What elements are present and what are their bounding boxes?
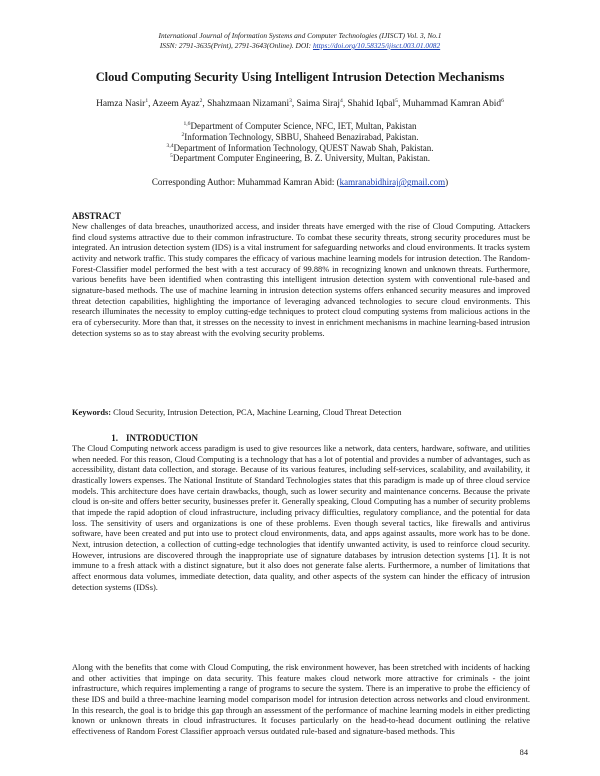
keywords xyxy=(72,408,530,417)
issn-text: ISSN: 2791-3635(Print), 2791-3643(Online). DOI: xyxy=(159,41,313,50)
issn-doi-line xyxy=(0,41,600,51)
corresponding-author xyxy=(0,177,600,187)
author-name: Shahzmaan Nizamani xyxy=(207,99,290,109)
author-sup: 6 xyxy=(501,97,504,104)
paper-title: Cloud Computing Security Using Intelligent Intrusion Detection Mechanisms xyxy=(95,70,505,84)
author-name: Azeem Ayaz xyxy=(152,99,200,109)
corresponding-email-link[interactable]: kamranabidhiraj@gmail.com xyxy=(339,177,446,187)
author-sup: 5 xyxy=(395,97,398,104)
affiliation-list xyxy=(0,121,600,164)
author-name: Shahid Iqbal xyxy=(347,99,396,109)
author-name: Saima Siraj xyxy=(296,99,341,109)
keywords-text: Cloud Security, Intrusion Detection, PCA, Machine Learning, Cloud Threat Detection xyxy=(111,408,402,417)
section-heading-introduction xyxy=(72,433,530,443)
author-name: Muhammad Kamran Abid xyxy=(402,99,502,109)
abstract-text: New challenges of data breaches, unauthorized access, and insider threats have emerged with the rise of Cloud Computing. Attackers find cloud systems attractive due to their common infrastructure. To combat these security threats, strong security procedures must be integrated. An intrusion detection system (IDS) is a vital instrument for safeguarding networks and cloud environments. It tracks system activity and network traffic. This study compares the efficacy of various machine learning models for intrusion detection. The Random-Forest-Classifier model performed the best with a test accuracy of 99.88% in recognizing known and unknown threats. Furthermore, various benefits have been identified when contrasting this intelligent intrusion detection system with conventional rule-based and signature-based methods. The use of machine learning in intrusion detection systems offers enhanced security measures and improved threat detection capabilities, highlighting the importance of leveraging advanced technologies to secure cloud environments. This research illuminates the necessity to employ cutting-edge techniques to protect cloud computing systems from malicious actions in the era of cybersecurity. More than that, it stresses on the necessity to invest in enrichment mechanisms in machine learning-based intrusion detection systems so as to stay abreast with the evolving security problems. xyxy=(72,222,530,338)
section-title: INTRODUCTION xyxy=(126,433,199,443)
corresponding-prefix: Corresponding Author: Muhammad Kamran Abid: ( xyxy=(151,177,340,187)
journal-header xyxy=(0,31,600,51)
affiliation xyxy=(0,153,600,164)
section-number: 1. xyxy=(111,433,118,443)
author-list: Hamza Nasir$^1$, Azeem Ayaz$^2$, Shahzmaan Nizamani$^3$, Saima Siraj$^4$, Shahid Iqbal$^5$, Muhammad Kamran Abid$^6$ xyxy=(96,97,504,109)
introduction-paragraph-1: The Cloud Computing network access paradigm is used to give resources like a network, data centers, hardware, software, and utilities when needed. For this reason, Cloud Computing is a technology that has a lot of potential and provides a number of advantages, such as accessibility, distant data collection, and storage. Because of its various features, including self-services, scalability, and availability, it drastically lowers expenses. The National Institute of Standard Technologies states that this paradigm is made up of three cloud service models. This architecture does have certain drawbacks, though, such as lower security and maintenance concerns. Because the private cloud is on-site and offers better security, businesses prefer it. Generally speaking, Cloud Computing has a number of security problems that impede the rapid adoption of cloud infrastructure, including privacy difficulties, regulatory compliance, and the potential for data loss. The sensitivity of users and organizations is one of these problems. Even though several tactics, like firewalls and antivirus software, have been created and put into use to protect cloud environments, data, and apps against assaults, more work has to be done. Next, intrusion detection, a collection of cutting-edge technologies that identify unwanted activity, is used to reinforce cloud security. However, intrusions are discovered through the inappropriate use of signature databases by intrusion detection systems [1]. It is not immune to a fresh attack with a distinct signature, but it also does not generate false alerts. Furthermore, a number of limitations that affect enormous data volumes, immediate detection, data quality, and other aspects of the system can hinder the efficacy of intrusion detection systems (IDSs). xyxy=(72,444,530,592)
affiliation xyxy=(0,132,600,143)
affiliation-text: Department of Computer Science, NFC, IET, Multan, Pakistan xyxy=(190,121,417,131)
affiliation-sup: 2 xyxy=(181,131,185,138)
journal-title-line: International Journal of Information Systems and Computer Technologies (IJISCT) Vol. 3, No.1 xyxy=(158,31,442,40)
affiliation-sup: 3,4 xyxy=(166,142,174,149)
affiliation-text: Department of Information Technology, QUEST Nawab Shah, Pakistan. xyxy=(173,142,434,153)
introduction-paragraph-2: Along with the benefits that come with Cloud Computing, the risk environment however, has been stretched with incidents of hacking and other activities that impinge on data security. This feature makes cloud network more attractive for criminals - the joint infrastructure, which requires implementing a range of programs to secure the system. There is an imperative to probe the efficiency of these IDS and build a three-machine learning model comparison model for intrusion detection across networks and cloud environment. In this research, the goal is to bridge this gap through an assessment of the performance of machine learning models in either predicting known or unknown threats in cloud infrastructures. It focuses particularly on the head-to-head document outlining the relative effectiveness of Random Forest Classifier approach versus outdated rule-based and signature-based methods. This xyxy=(72,663,530,736)
author-sup: 4 xyxy=(340,97,343,104)
corresponding-suffix: ) xyxy=(445,177,449,187)
author-sup: 3 xyxy=(289,97,292,104)
affiliation xyxy=(0,121,600,132)
page-number: 84 xyxy=(519,748,528,757)
affiliation-text: Department Computer Engineering, B. Z. University, Multan, Pakistan. xyxy=(172,153,430,164)
affiliation-sup: 1,6 xyxy=(183,121,191,127)
affiliation xyxy=(0,143,600,154)
doi-link[interactable]: https://doi.org/10.58325/ijisct.003.01.0082 xyxy=(312,41,441,50)
author-name: Hamza Nasir xyxy=(96,99,146,109)
affiliation-text: Information Technology, SBBU, Shaheed Benazirabad, Pakistan. xyxy=(184,131,419,142)
keywords-label: Keywords: xyxy=(72,408,112,417)
affiliation-sup: 5 xyxy=(170,153,173,160)
author-sup: 1 xyxy=(145,97,149,104)
author-sup: 2 xyxy=(199,97,203,104)
abstract-heading: ABSTRACT xyxy=(72,211,122,221)
